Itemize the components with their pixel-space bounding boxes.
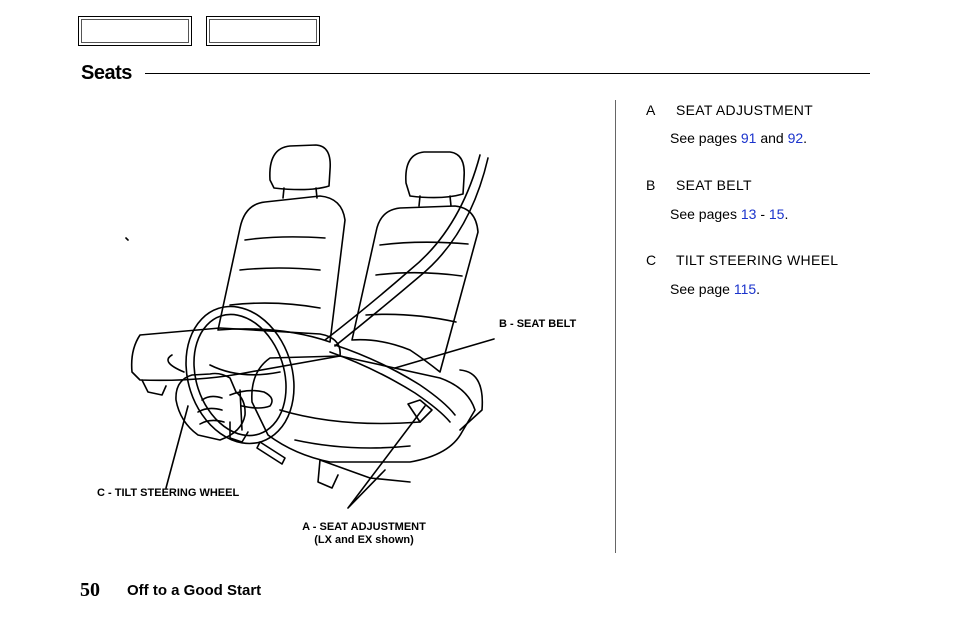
footer-section-title: Off to a Good Start bbox=[127, 582, 262, 599]
item-a-letter: A bbox=[646, 102, 656, 118]
callout-seat-adjustment-line2: (LX and EX shown) bbox=[314, 534, 414, 546]
item-b-heading: SEAT BELT bbox=[676, 177, 752, 193]
callout-seat-belt: B - SEAT BELT bbox=[499, 318, 577, 330]
item-b-reference bbox=[670, 206, 788, 222]
page-link-13[interactable]: 13 bbox=[740, 206, 757, 222]
callout-tilt-steering-wheel: C - TILT STEERING WHEEL bbox=[97, 487, 240, 499]
callout-seat-adjustment bbox=[294, 521, 434, 547]
page-title: Seats bbox=[81, 62, 132, 84]
item-c-heading: TILT STEERING WHEEL bbox=[676, 252, 839, 268]
page-link-92[interactable]: 92 bbox=[787, 130, 804, 146]
item-c-ref-prefix: See page bbox=[670, 281, 730, 297]
title-rule bbox=[145, 73, 870, 74]
nav-prev-button[interactable] bbox=[78, 16, 192, 46]
item-a-suffix: . bbox=[803, 130, 808, 146]
item-b-joiner: - bbox=[760, 206, 765, 222]
item-a-joiner: and bbox=[760, 130, 784, 146]
item-a-heading: SEAT ADJUSTMENT bbox=[676, 102, 814, 118]
item-a-reference bbox=[670, 130, 807, 146]
item-c-reference bbox=[670, 281, 760, 297]
item-a-ref-prefix: See pages bbox=[670, 130, 737, 146]
item-c-letter: C bbox=[646, 252, 657, 268]
page-number: 50 bbox=[80, 579, 100, 601]
item-c-suffix: . bbox=[756, 281, 761, 297]
column-divider bbox=[615, 100, 616, 553]
item-b-letter: B bbox=[646, 177, 656, 193]
page-link-91[interactable]: 91 bbox=[740, 130, 757, 146]
page-link-115[interactable]: 115 bbox=[733, 281, 757, 297]
item-b-ref-prefix: See pages bbox=[670, 206, 737, 222]
item-b-suffix: . bbox=[784, 206, 789, 222]
page-link-15[interactable]: 15 bbox=[768, 206, 785, 222]
callout-seat-adjustment-line1: A - SEAT ADJUSTMENT bbox=[302, 521, 426, 533]
nav-next-button[interactable] bbox=[206, 16, 320, 46]
